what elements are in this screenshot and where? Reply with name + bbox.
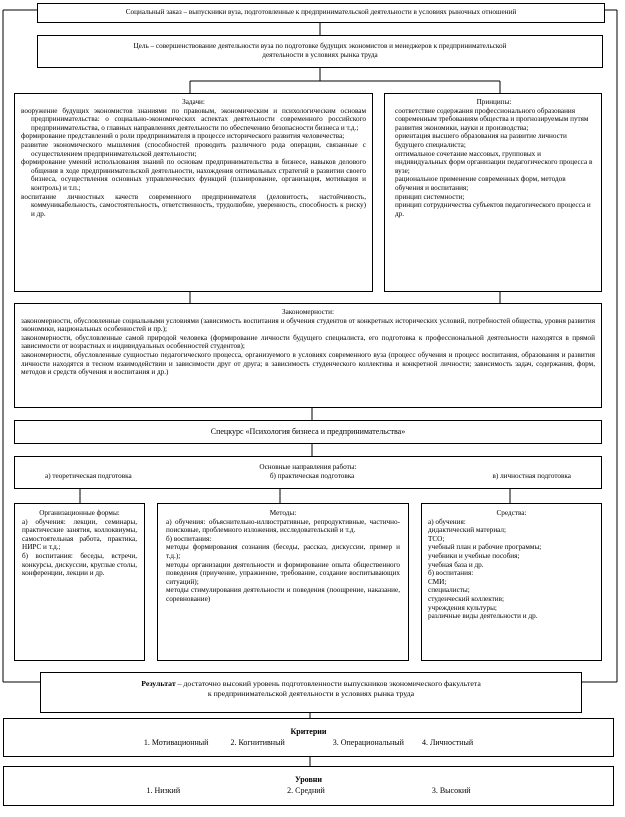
means-box xyxy=(421,503,602,661)
tasks-item: формирование умений использования знаний по основам предпринимательства в бизнесе, навыков делового общения в ходе предпринимательской деятельности, нахождения оптимальных стратегий в развитии своего бизнеса, осуществления основных управленческих функций (планирование, организация, мотивация и контроль) и т.п.; xyxy=(21,158,366,192)
principles-item: принцип системности; xyxy=(395,192,465,201)
tasks-box xyxy=(14,93,373,292)
direction-personal: в) личностная подготовка xyxy=(492,471,571,480)
levels-title: Уровни xyxy=(294,775,322,784)
regularities-item: закономерности, обусловленные сущностью педагогического процесса, организуемого в условиях современного вуза (процесс обучения и процесс воспитания, образования и развития личности находятся в тесном взаимодействии и зависимости друг от друга; в зависимость студенческого коллектива и конкретной личности; зависимость задач, содержания, форм, методов и средств обучения и воспитания и др.) xyxy=(21,350,595,377)
principles-item: ориентация высшего образования на развитие личности будущего специалиста; xyxy=(395,132,567,149)
means-item: студенческий коллектив; xyxy=(428,594,504,603)
means-item: а) обучения: xyxy=(428,517,466,526)
level-low: 1. Низкий xyxy=(146,786,181,795)
means-item: дидактический материал; xyxy=(428,526,507,535)
directions-box xyxy=(14,456,602,489)
tasks-item: формирование представлений о роли предпринимателя в процессе исторического развития человечества; xyxy=(21,132,345,141)
principles-item: принцип сотрудничества субъектов педагогического процесса и др. xyxy=(395,201,591,218)
special-course-text: Спецкурс «Психология бизнеса и предпринимательства» xyxy=(210,427,406,436)
social-order-box xyxy=(37,3,605,23)
tasks-item: воспитание личностных качеств современного предпринимателя (деловитость, настойчивость, коммуникабельность, самостоятельность, ответственность, трудолюбие, уверенность, способность к риску) и др. xyxy=(21,192,366,218)
special-course-box xyxy=(14,420,602,444)
regularities-item: закономерности, обусловленные социальными условиями (зависимость воспитания и обучения студентов от конкретных исторических условий, потребностей общества, уровня развития экономики, национальных особенностей и пр.); xyxy=(21,316,595,334)
criteria-title: Критерии xyxy=(290,727,327,736)
methods-item: б) воспитания: xyxy=(166,534,212,543)
result-line-1: – достаточно высокий уровень подготовленности выпускников экономического факультета xyxy=(175,679,481,688)
methods-box xyxy=(157,503,409,661)
principles-item: оптимальное сочетание массовых, групповых и индивидуальных форм организации педагогического процесса в вузе; xyxy=(395,149,593,175)
social-order-text: Социальный заказ – выпускники вуза, подготовленные к предпринимательской деятельности в условиях рыночных отношений xyxy=(125,8,517,16)
means-item: специалисты; xyxy=(428,586,470,595)
tasks-item: развитие экономического мышления (способностей проводить различного рода операции, связанные с осуществлением предпринимательской деятельности; xyxy=(21,140,366,158)
forms-item: а) обучения: лекции, семинары, практические занятия, коллоквиумы, самостоятельная работа, практика, НИРС и т.д.; xyxy=(22,517,137,552)
means-item: ТСО; xyxy=(428,534,445,543)
forms-box xyxy=(14,503,145,661)
regularities-title: Закономерности: xyxy=(282,308,334,316)
criterion-operational: 3. Операциональный xyxy=(332,738,404,747)
methods-item: методы организации деятельности и формирование опыта общественного поведения (приучение, упражнение, требование, создание воспитывающих ситуаций); xyxy=(166,560,400,586)
means-item: различные виды деятельности и др. xyxy=(428,612,538,621)
principles-title: Принципы: xyxy=(476,98,512,106)
criterion-personal: 4. Личностный xyxy=(421,738,474,747)
principles-box xyxy=(384,93,602,292)
result-box xyxy=(40,672,582,713)
goal-box xyxy=(37,35,603,68)
principles-item: соответствие содержания профессионального образования современным требованиям общества и прогнозируемым путям развития экономики, науки и производства; xyxy=(395,106,589,132)
level-high: 3. Высокий xyxy=(431,786,471,795)
result-label: Результат xyxy=(141,679,176,688)
criterion-cognitive: 2. Когнитивный xyxy=(230,738,285,747)
means-item: СМИ; xyxy=(428,577,447,586)
forms-item: б) воспитания: беседы, встречи, конкурсы, дискуссии, круглые столы, конференции, лекции и др. xyxy=(22,551,137,578)
principles-item: рациональное применение современных форм, методов обучения и воспитания; xyxy=(395,175,566,192)
directions-title: Основные направления работы: xyxy=(259,463,357,471)
goal-line-1: Цель – совершенствование деятельности вуза по подготовке будущих экономистов и менеджеров к предпринимательской xyxy=(133,42,507,50)
means-title: Средства: xyxy=(496,509,527,517)
level-medium: 2. Средний xyxy=(287,786,325,795)
means-item: учебная база и др. xyxy=(428,560,484,569)
methods-title: Методы: xyxy=(269,509,297,517)
means-item: учебники и учебные пособия; xyxy=(428,551,520,560)
tasks-item: вооружение будущих экономистов знаниями по правовым, экономическим и психологическим основам предпринимательства: о социально-экономических аспектах деятельности современного российского предпринимательства, о главных направлениях деятельности по обеспечению безопасности бизнеса и т.д.; xyxy=(21,106,366,132)
direction-theoretical: а) теоретическая подготовка xyxy=(45,471,132,480)
means-item: б) воспитания: xyxy=(428,569,474,578)
tasks-title: Задачи: xyxy=(182,98,205,106)
criterion-motivational: 1. Мотивационный xyxy=(143,738,209,747)
goal-line-2: деятельности в условиях рынка труда xyxy=(262,50,378,59)
methods-item: а) обучения: объяснительно-иллюстративные, репродуктивные, частично-поисковые, проблемного изложения, исследовательский и т.д. xyxy=(166,517,400,535)
forms-title: Организационные формы: xyxy=(39,509,120,517)
direction-practical: б) практическая подготовка xyxy=(269,471,355,480)
methods-item: методы стимулирования деятельности и поведения (поощрение, наказание, соревнование) xyxy=(166,586,400,603)
methods-item: методы формирования сознания (беседы, рассказ, дискуссии, пример и т.д.); xyxy=(166,543,400,560)
regularities-item: закономерности, обусловленные самой природой человека (формирование личности будущего специалиста, его подготовка к профессиональной деятельности находятся в прямой зависимости от возрастных и индивидуальных особенностей студентов); xyxy=(21,333,595,351)
means-item: учреждения культуры; xyxy=(428,603,497,612)
regularities-box xyxy=(14,303,602,408)
means-item: учебный план и рабочие программы; xyxy=(428,543,542,552)
criteria-box xyxy=(3,718,614,757)
levels-box xyxy=(3,766,614,806)
result-line-2: к предпринимательской деятельности в условиях рынка труда xyxy=(207,689,415,698)
